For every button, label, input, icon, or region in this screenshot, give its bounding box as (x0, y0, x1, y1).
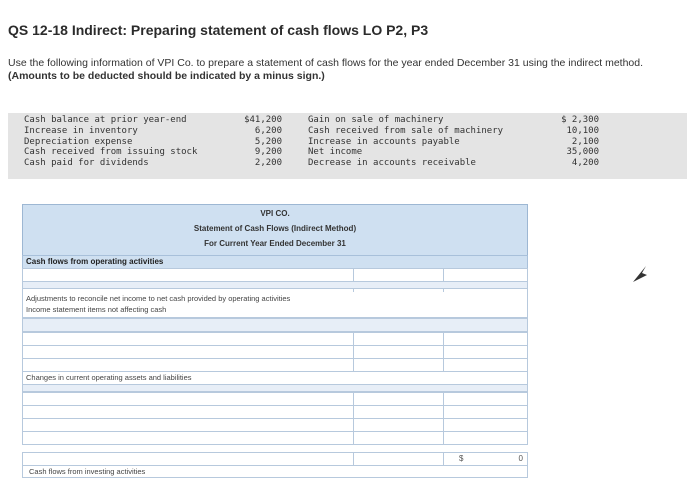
left-labels (24, 115, 197, 169)
left-values (240, 115, 282, 169)
info-value: 35,000 (566, 147, 599, 158)
input-row[interactable] (22, 358, 528, 372)
info-label: Increase in accounts payable (308, 136, 460, 147)
info-label: Cash received from sale of machinery (308, 125, 504, 136)
right-values (535, 115, 599, 169)
info-value: $41,200 (244, 115, 282, 125)
input-row[interactable] (22, 431, 528, 445)
operating-activities-heading: Cash flows from operating activities (22, 255, 528, 269)
info-label: Increase in inventory (24, 125, 138, 136)
info-value: 2,100 (571, 136, 599, 147)
noncash-items-label: Income statement items not affecting cash (26, 305, 167, 314)
adjustments-header (22, 292, 528, 318)
instructions (8, 57, 688, 82)
investing-activities-row (22, 465, 528, 478)
input-row[interactable] (22, 268, 528, 282)
investing-activities-heading: Cash flows from investing activities (29, 467, 146, 476)
statement-header (22, 204, 528, 256)
company-name: VPI CO. (260, 209, 290, 218)
info-value: 10,100 (566, 125, 599, 136)
info-label: Cash paid for dividends (24, 158, 149, 169)
mouse-cursor-icon (632, 264, 648, 284)
info-label: Cash received from issuing stock (24, 147, 198, 158)
operating-total-row (22, 452, 528, 466)
info-value: 2,200 (254, 158, 282, 169)
info-label: Cash balance at prior year-end (24, 115, 187, 125)
operating-total-value: 0 (518, 454, 523, 463)
info-label: Depreciation expense (24, 136, 133, 147)
info-value: 9,200 (254, 147, 282, 158)
statement-period: For Current Year Ended December 31 (204, 239, 346, 248)
info-value: 6,200 (254, 125, 282, 136)
spacer (22, 384, 528, 392)
adjustments-label: Adjustments to reconcile net income to net cash provided by operating activities (26, 294, 291, 303)
statement-name: Statement of Cash Flows (Indirect Method) (193, 224, 357, 233)
info-value: $ 2,300 (561, 115, 599, 125)
dollar-sign: $ (459, 454, 464, 463)
input-row[interactable] (22, 418, 528, 432)
instructions-note: (Amounts to be deducted should be indicated by a minus sign.) (8, 69, 325, 82)
instructions-text: Use the following information of VPI Co. to prepare a statement of cash flows for the year ended December 31 using the indirect method. (8, 57, 644, 69)
right-labels (308, 115, 503, 169)
changes-label: Changes in current operating assets and liabilities (26, 373, 192, 382)
spacer (22, 318, 528, 332)
input-row[interactable] (22, 405, 528, 419)
info-value: 5,200 (254, 136, 282, 147)
input-row[interactable] (22, 332, 528, 346)
given-information-table (8, 113, 687, 179)
input-row[interactable] (22, 345, 528, 359)
cash-flow-statement-form (22, 204, 528, 478)
input-row[interactable] (22, 392, 528, 406)
info-label: Net income (308, 147, 363, 158)
question-title: QS 12-18 Indirect: Preparing statement of cash flows LO P2, P3 (8, 22, 429, 38)
info-value: 4,200 (571, 158, 599, 169)
info-label: Decrease in accounts receivable (308, 158, 476, 169)
changes-header (22, 371, 528, 385)
info-label: Gain on sale of machinery (308, 115, 444, 125)
